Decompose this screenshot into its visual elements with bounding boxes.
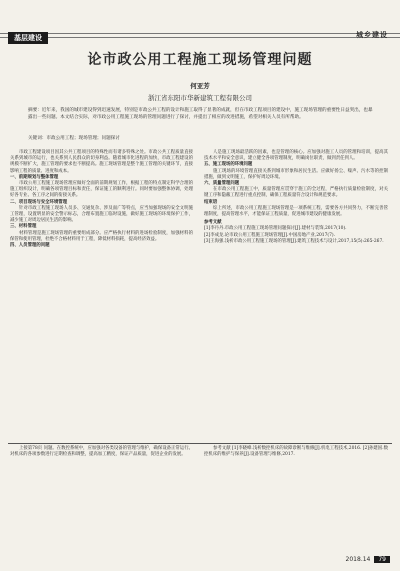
page-number: 79 (374, 556, 390, 563)
section-heading: 三、材料管理 (10, 224, 37, 230)
paragraph: 综上所述，市政公用工程施工现场管理是一项系统工程，需要各方共同努力，不断完善管理制度，提高管理水平，才能保证工程质量，促进城市建设的健康发展。 (204, 205, 388, 218)
abstract: 摘要：近年来，我国的城市建设得到迅速发展，特别是市政公共工程的设计和施工取得了显著的成就，但在市政工程项目的建设中，施工现场管理的重要性日益突出，也暴露出一些问题。本文结合实际，对市政公用工程施工现场的管理问题进行了探讨，并提出了相应的改进措施，希望对相关人员有所帮助。 (28, 108, 373, 120)
paragraph: 针对市政工程施工现场人员多、交通复杂、涉及面广等特点，应当加强现场的安全文明施工管理，设置明显的安全警示标志，合理布置施工临时设施，做好施工现场的环境保护工作，减少施工对周边居民生活的影响。 (10, 205, 193, 224)
left-column (10, 150, 193, 249)
header-rule (0, 33, 400, 38)
paragraph: 市政工程建设项目因其公共工程项目的特殊性而有诸多特殊之处。市政公共工程质量直接关系到城市的运行，也关系到人民群众的切身利益。随着城市化进程的加快，市政工程建设的规模不断扩大，施工管理的要求也不断提高。施工现场管理是整个施工管理的关键环节，直接影响工程的质量、进度和成本。 (10, 150, 193, 174)
references-title: 参考文献 (204, 220, 222, 226)
paragraph: 人是施工现场最活跃的因素，也是管理的核心。应加强对施工人员的管理和培训，提高其技术水平和安全意识，建立健全各项管理制度，明确岗位职责，做到责任到人。 (204, 150, 388, 162)
issue-label: 2018.14 (345, 556, 371, 563)
affiliation: 浙江省东阳市华新建筑工程有限公司 (148, 94, 252, 102)
continued-right-text (204, 446, 388, 458)
page-footer (346, 556, 390, 563)
paragraph: 在市政公用工程施工中，质量管理应贯穿于施工的全过程，严格执行质量检验制度，对关键工序和隐蔽工程进行重点控制，确保工程质量符合设计和规范要求。 (204, 187, 388, 199)
article-title: 论市政公用工程施工现场管理问题 (87, 52, 313, 68)
paragraph: 施工现场的环境管理直接关系到城市形象和居民生活。应做好扬尘、噪声、污水等的控制措施，做到文明施工，保护好周边环境。 (204, 168, 388, 180)
continued-left-text (10, 446, 193, 458)
page-header (0, 0, 400, 46)
keywords: 关键词：市政公用工程；现场管理；问题探讨 (28, 136, 120, 141)
section-right-label: 城乡建设 (356, 30, 388, 39)
section-tag: 基层建设 (8, 32, 48, 44)
right-column (204, 150, 388, 245)
paragraph: 材料管理是施工现场管理的重要组成部分。应严格执行材料的进场检验制度，加强材料的保管和使用管理，杜绝不合格材料用于工程，降低材料损耗，提高经济效益。 (10, 230, 193, 242)
reference-item: [3]王海强.浅析市政公用工程施工现场的管理[J].建筑工程技术与设计,2017,15(5):265-267. (204, 238, 384, 244)
section-heading: 四、人员管理的问题 (10, 243, 50, 249)
section-heading: 一、前期规划与整体管理 (10, 174, 59, 180)
section-heading: 五、施工现场的环境问题 (204, 162, 253, 168)
section-heading: 二、项目现场与安全环境管理 (10, 199, 68, 205)
divider (8, 443, 392, 444)
paragraph: 上接第78页 问题。在数控系统中，应加强对各类设备的管理与维护，确保设备正常运行。对机床的各项参数进行定期检查和调整，提高加工精度，保证产品质量，促进企业的发展。 (10, 446, 193, 458)
author: 何亚芳 (190, 82, 210, 90)
reference-item: [2]李成龙.论市政公用工程施工现场管理[J].中国房地产业,2017(7). (204, 232, 335, 238)
paragraph: 市政公用工程施工现场管理应做好全面的前期规划工作，根据工程的特点制定科学合理的施工组织设计，明确各项管理目标和责任，保证施工的顺利进行。同时要加强整体协调，处理好各专业、各工序之间的衔接关系。 (10, 181, 193, 199)
paragraph: 参考文献 [1]李晓峰.浅析数控机床的故障诊断与维修[J].机电工程技术,2016. [2]孙建国.数控机床的维护与保养[J].设备管理与维修,2017. (204, 446, 388, 458)
section-heading: 结束语 (204, 199, 218, 205)
reference-item: [1]李丹丹.市政公用工程施工现场管理问题探讨[J].建材与装饰,2017(10). (204, 226, 347, 232)
section-heading: 六、质量管理问题 (204, 181, 240, 187)
